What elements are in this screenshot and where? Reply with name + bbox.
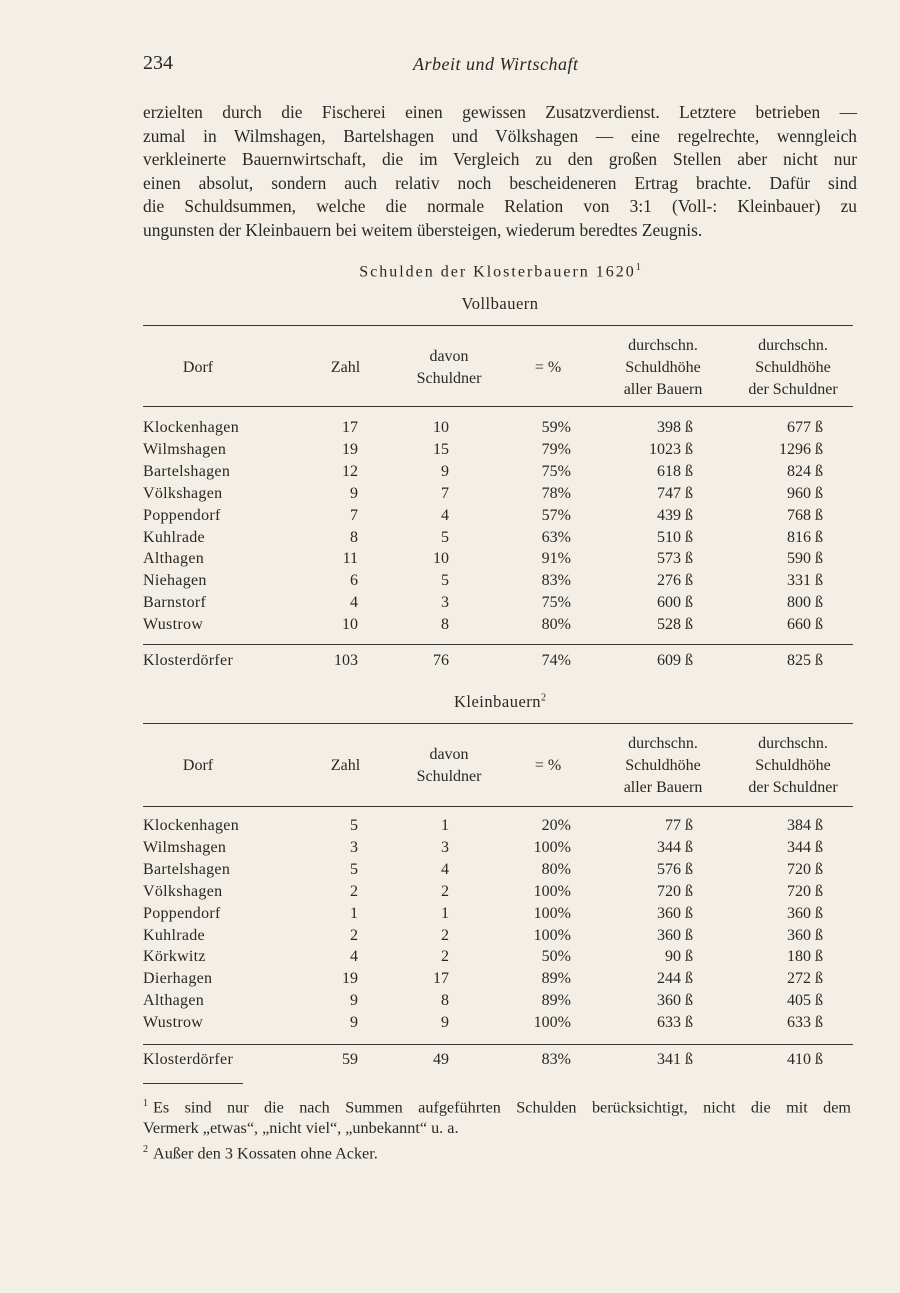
cell-avg-debtors: 384 ß [787, 817, 823, 834]
cell-dorf: Klockenhagen [143, 817, 240, 834]
intro-line: zumal in Wilmshagen, Bartelshagen und Völkshagen — eine regelrechte, wenngleich [143, 125, 857, 146]
table-rule [143, 325, 853, 326]
cell-dorf: Klockenhagen [143, 419, 240, 436]
cell-zahl: 6 [350, 572, 358, 590]
cell-pct: 75% [541, 594, 571, 612]
cell-zahl: 9 [350, 1014, 358, 1032]
cell-avg-all: 528 ß [657, 616, 693, 634]
intro-paragraph [143, 101, 857, 242]
table-rule [143, 806, 853, 807]
table-row [143, 859, 853, 881]
cell-avg-debtors: 677 ß [787, 419, 823, 436]
table-row [143, 614, 853, 636]
cell-avg-all: 439 ß [657, 506, 693, 524]
table-total-row [143, 1049, 853, 1071]
cell-schuldner: 3 [441, 594, 449, 612]
cell-pct: 83% [541, 1051, 571, 1068]
cell-dorf: Bartelshagen [143, 860, 231, 878]
footnote-1 [143, 1093, 851, 1139]
table-title-text: Schulden der Klosterbauern 1620 [359, 263, 636, 281]
cell-zahl: 5 [350, 860, 358, 878]
cell-avg-debtors: 960 ß [787, 484, 823, 502]
footnotes [143, 1093, 851, 1165]
cell-avg-debtors: 824 ß [787, 462, 823, 480]
table-row [143, 527, 853, 549]
cell-schuldner: 9 [441, 1014, 449, 1032]
table-row [143, 881, 853, 903]
cell-schuldner: 2 [441, 882, 449, 900]
cell-avg-debtors: 331 ß [787, 572, 823, 590]
cell-avg-all: 510 ß [657, 528, 693, 546]
cell-pct: 91% [541, 550, 571, 568]
cell-zahl: 19 [342, 970, 358, 988]
cell-dorf: Wilmshagen [143, 838, 227, 856]
cell-avg-all: 747 ß [657, 484, 693, 502]
cell-schuldner: 3 [441, 838, 449, 856]
table-row [143, 925, 853, 947]
column-header-schuldner: davon Schuldner [416, 348, 482, 387]
table-row [143, 505, 853, 527]
cell-avg-all: 244 ß [657, 970, 693, 988]
column-header-zahl: Zahl [330, 359, 361, 376]
cell-schuldner: 8 [441, 616, 449, 634]
cell-zahl: 5 [350, 817, 358, 834]
cell-pct: 80% [541, 860, 571, 878]
cell-avg-debtors: 360 ß [787, 926, 823, 944]
cell-dorf: Barnstorf [143, 594, 207, 612]
cell-zahl: 4 [350, 594, 358, 612]
section-title-kleinbauern [143, 692, 857, 712]
table-row [143, 548, 853, 570]
cell-zahl: 10 [342, 616, 358, 634]
cell-schuldner: 49 [433, 1051, 449, 1068]
cell-dorf: Niehagen [143, 572, 207, 590]
cell-dorf: Klosterdörfer [143, 1051, 234, 1068]
cell-avg-debtors: 405 ß [787, 992, 823, 1010]
cell-zahl: 12 [342, 462, 358, 480]
cell-avg-all: 344 ß [657, 838, 693, 856]
cell-avg-all: 90 ß [665, 948, 693, 966]
cell-schuldner: 7 [441, 484, 449, 502]
cell-schuldner: 9 [441, 462, 449, 480]
cell-avg-all: 600 ß [657, 594, 693, 612]
footnote-mark: 1 [143, 1098, 148, 1109]
table-row [143, 439, 853, 461]
footnote-2 [143, 1139, 851, 1164]
cell-zahl: 2 [350, 926, 358, 944]
column-header-schuldner: davon Schuldner [416, 746, 482, 785]
cell-pct: 100% [533, 882, 571, 900]
cell-avg-debtors: 768 ß [787, 506, 823, 524]
cell-pct: 59% [541, 419, 571, 436]
cell-avg-debtors: 590 ß [787, 550, 823, 568]
section-title-text: Kleinbauern [453, 692, 542, 711]
column-header-dorf: Dorf [182, 757, 214, 774]
cell-avg-all: 720 ß [657, 882, 693, 900]
cell-pct: 20% [541, 817, 571, 834]
table-vollbauern [143, 325, 853, 675]
cell-avg-debtors: 272 ß [787, 970, 823, 988]
cell-pct: 78% [541, 484, 571, 502]
cell-zahl: 19 [342, 440, 358, 458]
section-title-vollbauern [143, 294, 857, 314]
cell-pct: 50% [541, 948, 571, 966]
cell-pct: 74% [541, 652, 571, 669]
table-row [143, 592, 853, 614]
cell-pct: 100% [533, 926, 571, 944]
cell-avg-all: 77 ß [665, 817, 693, 834]
intro-line: einen absolut, sondern auch relativ noch bescheideneren Ertrag brachte. Dafür sind [143, 172, 857, 193]
cell-avg-all: 1023 ß [649, 440, 693, 458]
table-row [143, 1012, 853, 1034]
table-total-row [143, 650, 853, 672]
column-header-avg-all: durchschn. Schuldhöhe aller Bauern [623, 337, 703, 398]
cell-schuldner: 10 [433, 550, 449, 568]
column-header-dorf: Dorf [182, 359, 214, 376]
table-kleinbauern [143, 723, 853, 1073]
column-header-avg-all: durchschn. Schuldhöhe aller Bauern [623, 735, 703, 796]
table-rule [143, 723, 853, 724]
cell-dorf: Poppendorf [143, 506, 221, 524]
cell-zahl: 59 [342, 1051, 358, 1068]
footnote-ref: 1 [635, 262, 641, 273]
cell-avg-all: 576 ß [657, 860, 693, 878]
cell-schuldner: 2 [441, 948, 449, 966]
cell-dorf: Völkshagen [143, 882, 223, 900]
footnote-ref: 2 [541, 692, 547, 704]
cell-pct: 57% [541, 506, 571, 524]
cell-schuldner: 2 [441, 926, 449, 944]
cell-schuldner: 17 [433, 970, 449, 988]
table-title [143, 262, 857, 281]
cell-zahl: 9 [350, 992, 358, 1010]
cell-pct: 75% [541, 462, 571, 480]
intro-line: ungunsten der Kleinbauern bei weitem übersteigen, wiederum beredtes Zeugnis. [143, 219, 703, 240]
cell-pct: 100% [533, 1014, 571, 1032]
cell-dorf: Kuhlrade [143, 528, 205, 546]
table-row [143, 990, 853, 1012]
cell-schuldner: 1 [441, 904, 449, 922]
column-header-percent: = % [534, 757, 562, 774]
cell-zahl: 2 [350, 882, 358, 900]
cell-schuldner: 4 [441, 506, 449, 524]
column-header-avg-debtors: durchschn. Schuldhöhe der Schuldner [748, 735, 838, 796]
cell-zahl: 3 [350, 838, 358, 856]
cell-pct: 100% [533, 904, 571, 922]
cell-schuldner: 5 [441, 528, 449, 546]
table-rule [143, 1044, 853, 1045]
cell-schuldner: 15 [433, 440, 449, 458]
column-header-percent: = % [534, 359, 562, 376]
cell-pct: 89% [541, 970, 571, 988]
table-row [143, 903, 853, 925]
page-header [143, 52, 858, 82]
cell-schuldner: 10 [433, 419, 449, 436]
cell-zahl: 8 [350, 528, 358, 546]
table-row [143, 461, 853, 483]
cell-zahl: 4 [350, 948, 358, 966]
cell-avg-debtors: 360 ß [787, 904, 823, 922]
intro-line: verkleinerte Bauernwirtschaft, die im Vergleich zu den großen Stellen aber nicht nur [143, 149, 857, 169]
cell-avg-debtors: 1296 ß [779, 440, 823, 458]
table-row [143, 946, 853, 968]
cell-zahl: 7 [350, 506, 358, 524]
column-header-avg-debtors: durchschn. Schuldhöhe der Schuldner [748, 337, 838, 398]
cell-schuldner: 8 [441, 992, 449, 1010]
cell-avg-all: 573 ß [657, 550, 693, 568]
cell-schuldner: 5 [441, 572, 449, 590]
table-rule [143, 406, 853, 407]
cell-avg-debtors: 344 ß [787, 838, 823, 856]
cell-avg-debtors: 660 ß [787, 616, 823, 634]
footnote-text: Es sind nur die nach Summen aufgeführten Schulden berücksichtigt, nicht die mit dem [153, 1098, 851, 1117]
cell-dorf: Dierhagen [143, 970, 213, 988]
footnote-mark: 2 [143, 1144, 148, 1156]
cell-dorf: Bartelshagen [143, 462, 231, 480]
cell-pct: 100% [533, 838, 571, 856]
footnote-rule [143, 1083, 243, 1084]
cell-avg-debtors: 633 ß [787, 1014, 823, 1032]
cell-avg-debtors: 816 ß [787, 528, 823, 546]
cell-pct: 79% [541, 440, 571, 458]
cell-zahl: 1 [350, 904, 358, 922]
section-title-text: Vollbauern [461, 294, 539, 313]
table-row [143, 483, 853, 505]
cell-dorf: Klosterdörfer [143, 652, 234, 669]
table-row [143, 417, 853, 439]
column-header-zahl: Zahl [330, 757, 361, 774]
cell-avg-all: 609 ß [657, 652, 693, 669]
cell-schuldner: 76 [433, 652, 449, 669]
cell-avg-debtors: 180 ß [787, 948, 823, 966]
cell-avg-all: 618 ß [657, 462, 693, 480]
table-row [143, 570, 853, 592]
cell-dorf: Völkshagen [143, 484, 223, 502]
cell-dorf: Kuhlrade [143, 926, 205, 944]
cell-avg-all: 276 ß [657, 572, 693, 590]
cell-avg-all: 360 ß [657, 992, 693, 1010]
footnote-text: Vermerk „etwas“, „nicht viel“, „unbekannt“ u. a. [143, 1119, 459, 1138]
cell-pct: 63% [541, 528, 571, 546]
cell-avg-debtors: 800 ß [787, 594, 823, 612]
running-title: Arbeit und Wirtschaft [413, 54, 579, 74]
cell-dorf: Körkwitz [143, 948, 206, 966]
cell-zahl: 17 [342, 419, 358, 436]
page-number: 234 [143, 52, 173, 74]
cell-pct: 80% [541, 616, 571, 634]
cell-avg-all: 633 ß [657, 1014, 693, 1032]
table-row [143, 837, 853, 859]
intro-line: erzielten durch die Fischerei einen gewissen Zusatzverdienst. Letztere betrieben — [143, 102, 857, 122]
cell-avg-debtors: 410 ß [787, 1051, 823, 1068]
cell-avg-all: 341 ß [657, 1051, 693, 1068]
cell-schuldner: 4 [441, 860, 449, 878]
cell-zahl: 103 [334, 652, 358, 669]
cell-dorf: Wilmshagen [143, 440, 227, 458]
cell-pct: 83% [541, 572, 571, 590]
intro-line: die Schuldsummen, welche die normale Relation von 3:1 (Voll-: Kleinbauer) zu [143, 196, 857, 216]
cell-dorf: Wustrow [143, 616, 204, 634]
table-row [143, 968, 853, 990]
cell-zahl: 11 [342, 550, 358, 568]
cell-dorf: Althagen [143, 992, 205, 1010]
cell-avg-all: 360 ß [657, 904, 693, 922]
footnote-text: Außer den 3 Kossaten ohne Acker. [153, 1144, 378, 1163]
cell-avg-all: 360 ß [657, 926, 693, 944]
cell-dorf: Althagen [143, 550, 205, 568]
cell-avg-debtors: 720 ß [787, 882, 823, 900]
cell-zahl: 9 [350, 484, 358, 502]
table-row [143, 815, 853, 837]
cell-dorf: Wustrow [143, 1014, 204, 1032]
cell-avg-all: 398 ß [657, 419, 693, 436]
table-rule [143, 644, 853, 645]
cell-schuldner: 1 [441, 817, 449, 834]
cell-avg-debtors: 825 ß [787, 652, 823, 669]
cell-avg-debtors: 720 ß [787, 860, 823, 878]
cell-pct: 89% [541, 992, 571, 1010]
cell-dorf: Poppendorf [143, 904, 221, 922]
